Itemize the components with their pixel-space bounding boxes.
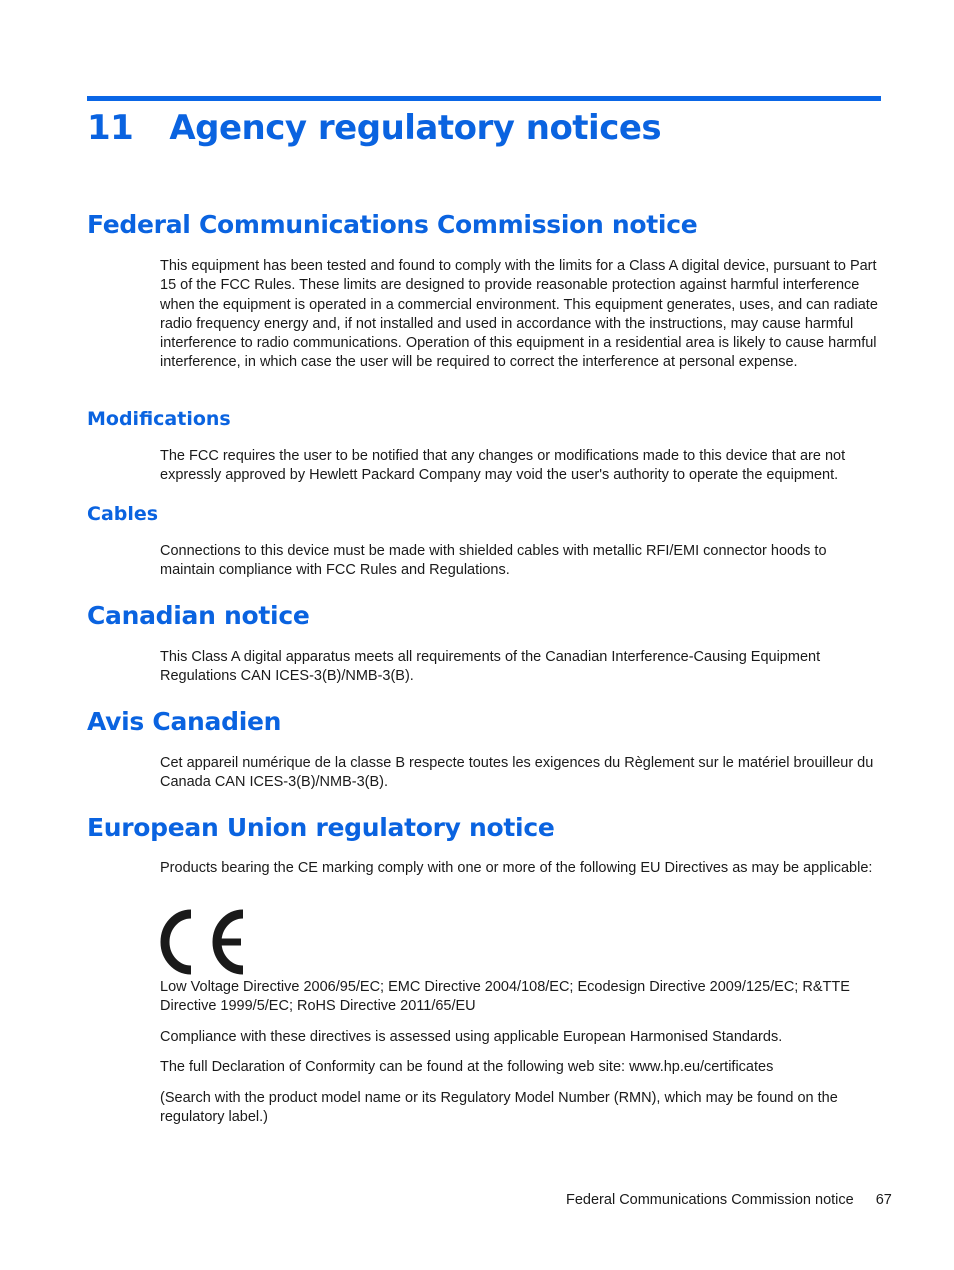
avis-heading: Avis Canadien bbox=[87, 707, 282, 736]
eu-compliance: Compliance with these directives is assessed using applicable European Harmonised Standards. bbox=[160, 1029, 783, 1045]
chapter-title bbox=[87, 108, 661, 148]
fcc-body: This equipment has been tested and found to comply with the limits for a Class A digital device, pursuant to Part 15 of the FCC Rules. These limits are designed to provide reasonable protection against harmful interference when the equipment is operated in a commercial environment. This equipment generates, uses, and can radiate radio frequency energy and, if not installed and used in accordance with the instructions, may cause harmful interference to radio communications. Operation of this equipment in a residential area is likely to cause harmful interference, in which case the user will be required to correct the interference at personal expense. bbox=[160, 258, 878, 371]
eu-heading: European Union regulatory notice bbox=[87, 813, 555, 842]
cables-body: Connections to this device must be made with shielded cables with metallic RFI/EMI connector hoods to maintain compliance with FCC Rules and Regulations. bbox=[160, 543, 827, 579]
chapter-number: 11 bbox=[87, 108, 134, 148]
eu-search-note: (Search with the product model name or its Regulatory Model Number (RMN), which may be found on the regulatory label.) bbox=[160, 1090, 838, 1126]
cables-heading: Cables bbox=[87, 503, 159, 525]
canadian-body: This Class A digital apparatus meets all requirements of the Canadian Interference-Causing Equipment Regulations CAN ICES-3(B)/NMB-3(B). bbox=[160, 649, 821, 685]
fcc-heading: Federal Communications Commission notice bbox=[87, 210, 698, 239]
ce-mark-icon bbox=[159, 908, 251, 976]
canadian-heading: Canadian notice bbox=[87, 601, 310, 630]
avis-body: Cet appareil numérique de la classe B respecte toutes les exigences du Règlement sur le matériel brouilleur du Canada CAN ICES-3(B)/NMB-3(B). bbox=[160, 755, 874, 791]
modifications-heading: Modifications bbox=[87, 408, 231, 430]
eu-declaration: The full Declaration of Conformity can be found at the following web site: www.hp.eu/certificates bbox=[160, 1059, 774, 1075]
eu-intro: Products bearing the CE marking comply with one or more of the following EU Directives as may be applicable: bbox=[160, 860, 873, 876]
modifications-body: The FCC requires the user to be notified that any changes or modifications made to this device that are not expressly approved by Hewlett Packard Company may void the user's authority to operate the equipment. bbox=[160, 448, 846, 484]
chapter-rule bbox=[87, 96, 881, 101]
chapter-title-text: Agency regulatory notices bbox=[169, 108, 662, 148]
footer-section: Federal Communications Commission notice bbox=[566, 1192, 854, 1208]
page-footer bbox=[566, 1192, 892, 1208]
eu-directives: Low Voltage Directive 2006/95/EC; EMC Directive 2004/108/EC; Ecodesign Directive 2009/125/EC; R&TTE Directive 1999/5/EC; RoHS Directive 2011/65/EU bbox=[160, 979, 850, 1015]
page-number: 67 bbox=[875, 1192, 892, 1208]
